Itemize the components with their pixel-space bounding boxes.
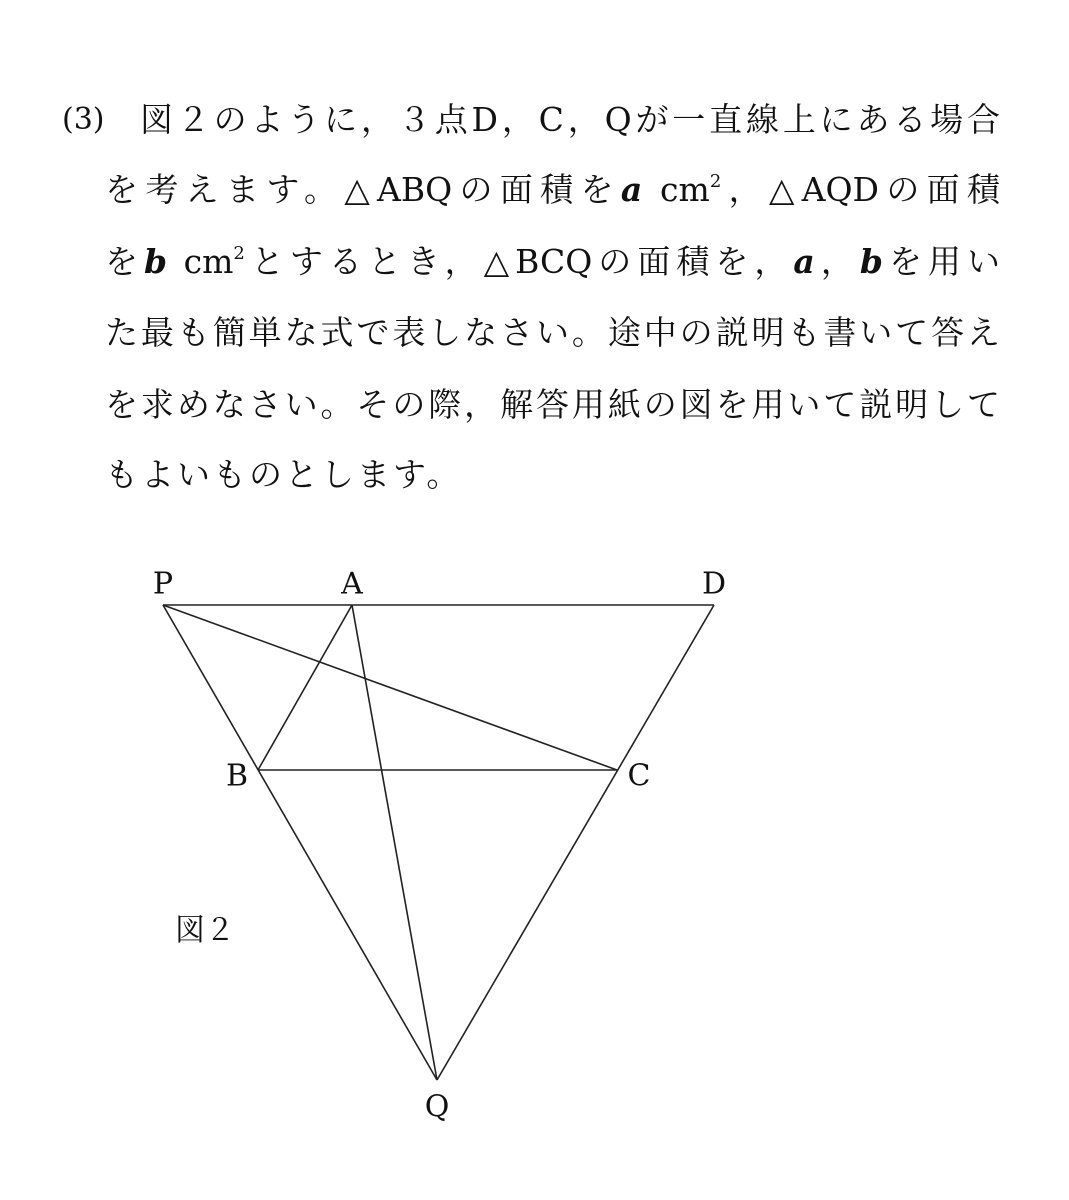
question-number: (3)	[62, 102, 105, 137]
exponent: 2	[233, 243, 245, 264]
text: 図２のように，３点D，C，Qが一直線上にある場合	[140, 100, 1000, 139]
point-label-P: P	[152, 566, 174, 602]
text: を用い	[882, 242, 1001, 281]
text: を	[105, 242, 145, 281]
text: ，△AQDの面積	[721, 170, 1001, 209]
text: ，	[814, 242, 860, 281]
segment-DQ	[437, 605, 714, 1080]
point-label-D: D	[701, 566, 727, 602]
unit: cm	[167, 242, 234, 281]
variable-b: b	[859, 242, 883, 281]
segment-PC	[163, 605, 617, 770]
unit: cm	[642, 170, 710, 209]
exponent: 2	[709, 171, 722, 192]
text: もよいものとします。	[105, 455, 463, 494]
segment-PQ	[163, 605, 437, 1080]
text: を考えます。△ABQの面積を	[105, 170, 621, 209]
segment-AB	[258, 605, 352, 770]
figure-caption: 図２	[175, 913, 235, 948]
point-label-B: B	[225, 758, 249, 794]
point-label-C: C	[627, 758, 651, 794]
variable-a: a	[793, 242, 815, 281]
point-label-Q: Q	[424, 1089, 450, 1125]
segment-AQ	[352, 605, 437, 1080]
text: とするとき，△BCQの面積を，	[244, 242, 794, 281]
text: た最も簡単な式で表しなさい。途中の説明も書いて答え	[105, 313, 1000, 352]
point-label-A: A	[341, 566, 363, 602]
text: を求めなさい。その際，解答用紙の図を用いて説明して	[105, 385, 1000, 424]
variable-b: b	[144, 242, 168, 281]
variable-a: a	[620, 170, 643, 209]
